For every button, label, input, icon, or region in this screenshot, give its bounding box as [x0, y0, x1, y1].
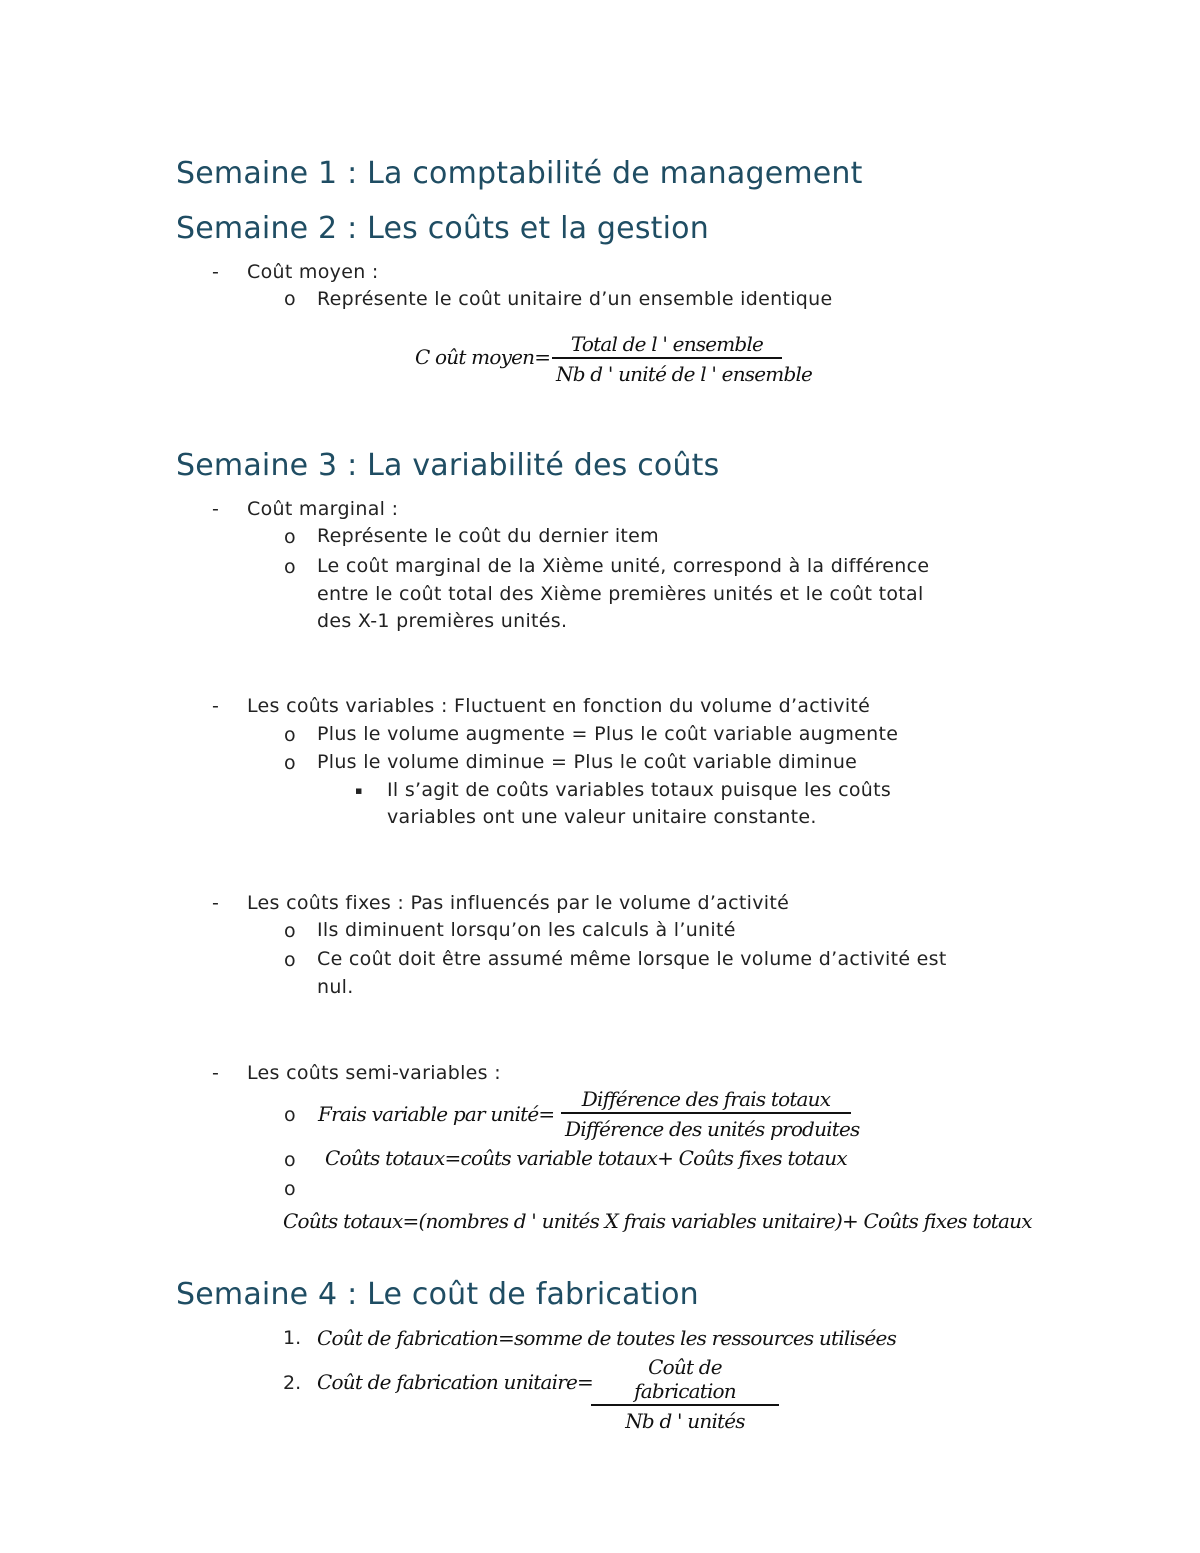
- circle-bullet: o: [284, 949, 296, 971]
- fraction-numerator: Coût de fabrication: [591, 1355, 779, 1406]
- fraction-denominator: Nb d ' unité de l ' ensemble: [556, 362, 813, 386]
- list-item: Les coûts variables : Fluctuent en fonction du volume d’activité: [247, 695, 871, 717]
- formula-fraction: [552, 332, 816, 386]
- list-item: Coût marginal :: [247, 498, 399, 520]
- fraction-denominator: Différence des unités produites: [565, 1117, 860, 1141]
- dash-bullet: -: [212, 695, 219, 717]
- fraction-numerator: Différence des frais totaux: [561, 1087, 851, 1114]
- circle-bullet: o: [284, 920, 296, 942]
- fraction-numerator: Total de l ' ensemble: [552, 332, 782, 359]
- formula-lhs: Coût de fabrication unitaire=: [317, 1370, 594, 1394]
- formula-lhs: C oût moyen=: [415, 345, 551, 369]
- circle-bullet: o: [284, 752, 296, 774]
- list-item: Coût moyen :: [247, 261, 379, 283]
- list-item: Plus le volume diminue = Plus le coût variable diminue: [317, 751, 858, 773]
- circle-bullet: o: [284, 556, 296, 578]
- list-item: Les coûts fixes : Pas influencés par le volume d’activité: [247, 892, 790, 914]
- circle-bullet: o: [284, 288, 296, 310]
- circle-bullet: o: [284, 1178, 296, 1200]
- list-item: Représente le coût unitaire d’un ensemble identique: [317, 288, 833, 310]
- formula: Coût de fabrication=somme de toutes les ressources utilisées: [317, 1326, 897, 1350]
- list-number: 2.: [283, 1372, 302, 1394]
- list-item: Ce coût doit être assumé même lorsque le volume d’activité est: [317, 948, 947, 970]
- list-item: Les coûts semi-variables :: [247, 1062, 501, 1084]
- dash-bullet: -: [212, 1062, 219, 1084]
- formula-fraction: [591, 1355, 779, 1433]
- dash-bullet: -: [212, 892, 219, 914]
- formula-lhs: Frais variable par unité=: [318, 1102, 555, 1126]
- formula-fraction: [561, 1087, 863, 1141]
- list-item-continuation: des X-1 premières unités.: [317, 610, 568, 632]
- heading-week-4: Semaine 4 : Le coût de fabrication: [176, 1277, 699, 1312]
- square-bullet: ▪: [355, 784, 363, 797]
- list-item: Il s’agit de coûts variables totaux puisque les coûts: [387, 779, 892, 801]
- list-number: 1.: [283, 1327, 302, 1349]
- list-item: Le coût marginal de la Xième unité, correspond à la différence: [317, 555, 930, 577]
- heading-week-1: Semaine 1 : La comptabilité de management: [176, 156, 863, 191]
- list-item: Ils diminuent lorsqu’on les calculs à l’unité: [317, 919, 736, 941]
- list-item-continuation: variables ont une valeur unitaire constante.: [387, 806, 817, 828]
- heading-week-3: Semaine 3 : La variabilité des coûts: [176, 448, 720, 483]
- list-item: Représente le coût du dernier item: [317, 525, 659, 547]
- circle-bullet: o: [284, 526, 296, 548]
- circle-bullet: o: [284, 1104, 296, 1126]
- fraction-denominator: Nb d ' unités: [625, 1409, 745, 1433]
- dash-bullet: -: [212, 498, 219, 520]
- list-item: Plus le volume augmente = Plus le coût variable augmente: [317, 723, 899, 745]
- list-item-continuation: entre le coût total des Xième premières unités et le coût total: [317, 583, 924, 605]
- circle-bullet: o: [284, 724, 296, 746]
- formula: Coûts totaux=(nombres d ' unités X frais variables unitaire)+ Coûts fixes totaux: [283, 1209, 1032, 1233]
- list-item-continuation: nul.: [317, 976, 354, 998]
- heading-week-2: Semaine 2 : Les coûts et la gestion: [176, 211, 709, 246]
- dash-bullet: -: [212, 261, 219, 283]
- formula: Coûts totaux=coûts variable totaux+ Coûts fixes totaux: [325, 1146, 847, 1170]
- circle-bullet: o: [284, 1149, 296, 1171]
